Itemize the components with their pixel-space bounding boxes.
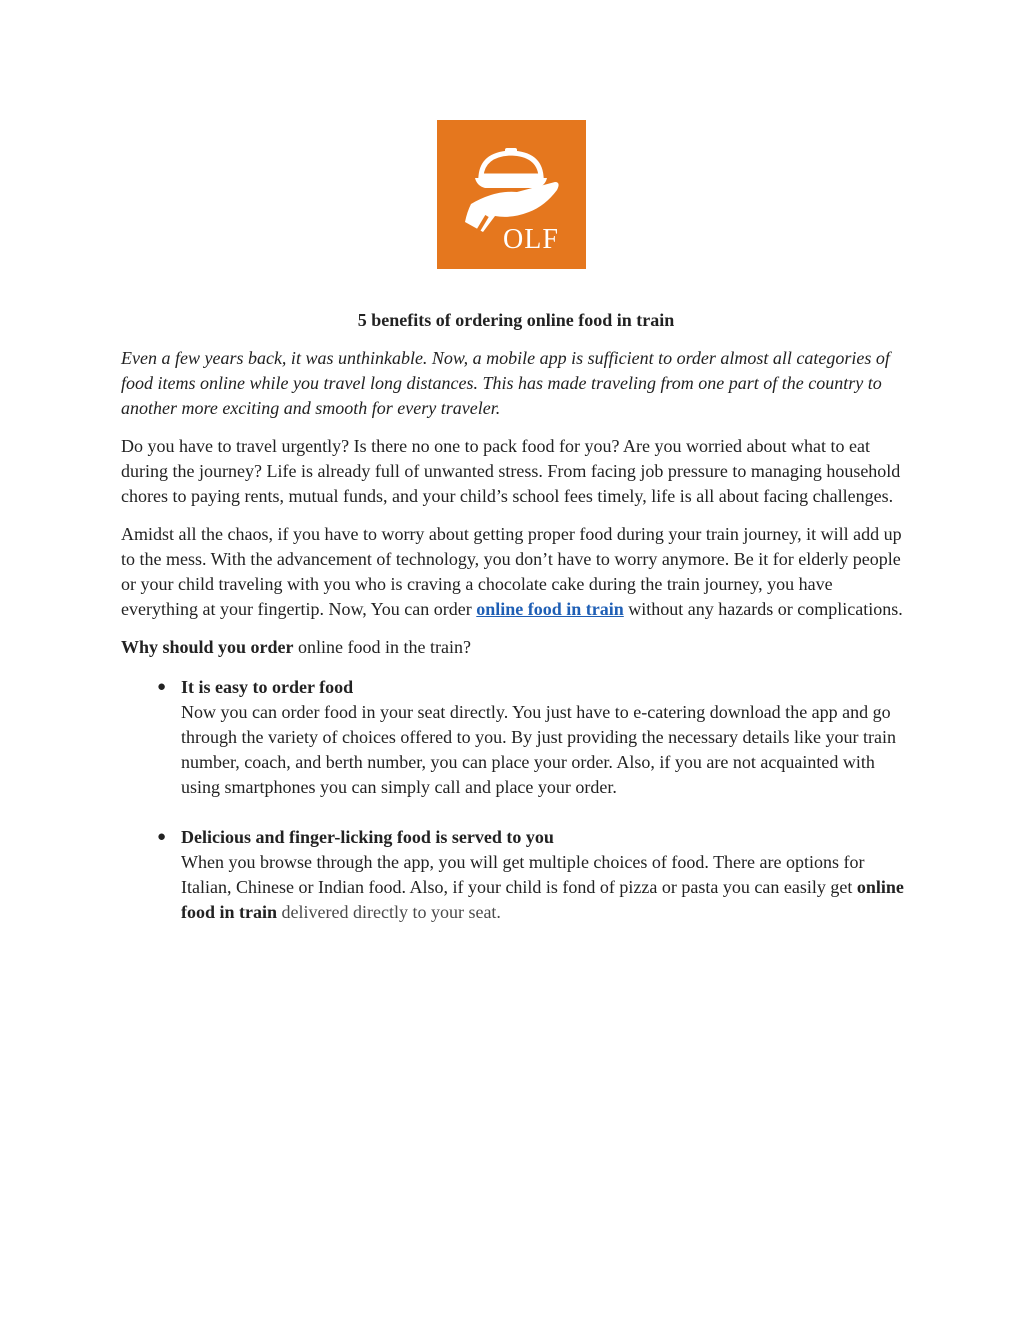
bullet-icon: ● xyxy=(157,679,167,695)
benefit-body xyxy=(181,852,904,922)
benefits-list xyxy=(121,675,911,925)
olf-logo xyxy=(437,120,586,269)
benefit-title: It is easy to order food xyxy=(181,677,354,697)
benefit-body-bold: online food in train xyxy=(181,877,904,922)
paragraph-3-text: Amidst all the chaos, if you have to worry about getting proper food during your train journey, it will add up to the mess. With the advancement of technology, you don’t have to worry anymore. Be it for elderly people or your child traveling with you who is craving a chocolate cake during the train journey, you have everything at your fingertip. Now, You can order xyxy=(121,524,902,619)
benefit-body-text: When you browse through the app, you will get multiple choices of food. There are options for Italian, Chinese or Indian food. Also, if your child is fond of pizza or pasta you can easily get xyxy=(181,852,865,897)
article xyxy=(121,308,911,950)
list-item xyxy=(121,825,911,925)
logo-text: OLF xyxy=(503,224,559,255)
section-heading-bold: Why should you order xyxy=(121,637,294,657)
benefit-body: Now you can order food in your seat directly. You just have to e-catering download the app and go through the variety of choices offered to you. By just providing the necessary details like your train number, coach, and berth number, you can place your order. Also, if you are not acquainted with using smartphones you can simply call and place your order. xyxy=(181,702,896,797)
paragraph-2: Do you have to travel urgently? Is there no one to pack food for you? Are you worried about what to eat during the journey? Life is already full of unwanted stress. From facing job pressure to managing household chores to paying rents, mutual funds, and your child’s school fees timely, life is all about facing challenges. xyxy=(121,436,901,506)
bullet-icon: ● xyxy=(157,829,167,845)
section-heading-normal: online food in the train? xyxy=(293,637,471,657)
paragraph-3-tail: without any hazards or complications. xyxy=(623,599,903,619)
list-item xyxy=(121,675,911,800)
online-food-link[interactable]: online food in train xyxy=(476,599,624,619)
section-heading xyxy=(121,635,911,660)
article-title: 5 benefits of ordering online food in train xyxy=(357,310,675,330)
benefit-title: Delicious and finger-licking food is served to you xyxy=(181,827,554,847)
intro-paragraph: Even a few years back, it was unthinkable. Now, a mobile app is sufficient to order almost all categories of food items online while you travel long distances. This has made traveling from one part of the country to another more exciting and smooth for every traveler. xyxy=(121,348,890,418)
benefit-body-tail: delivered directly to your seat. xyxy=(277,902,501,922)
paragraph-3 xyxy=(121,522,911,622)
